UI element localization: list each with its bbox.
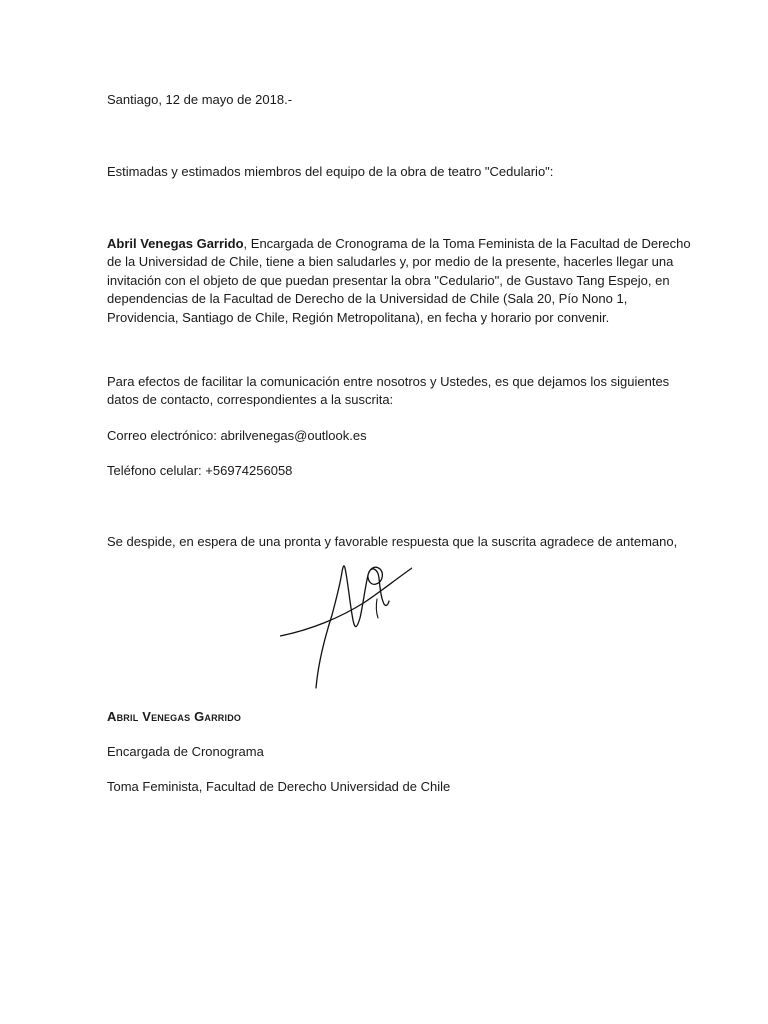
contact-intro-paragraph xyxy=(107,373,670,410)
handwritten-signature-icon xyxy=(280,560,412,690)
contact-intro-line-1: Para efectos de facilitar la comunicación entre nosotros y Ustedes, es que dejamos los siguientes xyxy=(107,374,670,389)
invitation-line-3: invitación con el objeto de que puedan presentar la obra "Cedulario", de Gustavo Tang Espejo, en xyxy=(107,272,670,288)
invitation-paragraph xyxy=(107,235,691,327)
invitation-line-2: de la Universidad de Chile, tiene a bien saludarles y, por medio de la presente, hacerles llegar una xyxy=(107,254,674,270)
closing-line: Se despide, en espera de una pronta y favorable respuesta que la suscrita agradece de antemano, xyxy=(107,534,678,549)
signatory-name: Abril Venegas Garrido xyxy=(107,709,242,724)
invitation-line-5: Providencia, Santiago de Chile, Región Metropolitana), en fecha y horario por convenir. xyxy=(107,309,610,325)
invitation-line-1 xyxy=(107,235,691,253)
sender-name: Abril Venegas Garrido xyxy=(107,236,244,251)
invitation-line-4: dependencias de la Facultad de Derecho de la Universidad de Chile (Sala 20, Pío Nono 1, xyxy=(107,291,628,307)
email-line: Correo electrónico: abrilvenegas@outlook.es xyxy=(107,428,367,443)
signatory-organization: Toma Feminista, Facultad de Derecho Universidad de Chile xyxy=(107,779,451,794)
invitation-line-1-rest: , Encargada de Cronograma de la Toma Feminista de la Facultad de Derecho xyxy=(243,236,691,251)
salutation: Estimadas y estimados miembros del equipo de la obra de teatro "Cedulario": xyxy=(107,164,554,179)
place-date: Santiago, 12 de mayo de 2018.- xyxy=(107,92,293,107)
signatory-role: Encargada de Cronograma xyxy=(107,744,264,759)
contact-intro-line-2: datos de contacto, correspondientes a la suscrita: xyxy=(107,392,394,408)
phone-line: Teléfono celular: +56974256058 xyxy=(107,463,293,478)
